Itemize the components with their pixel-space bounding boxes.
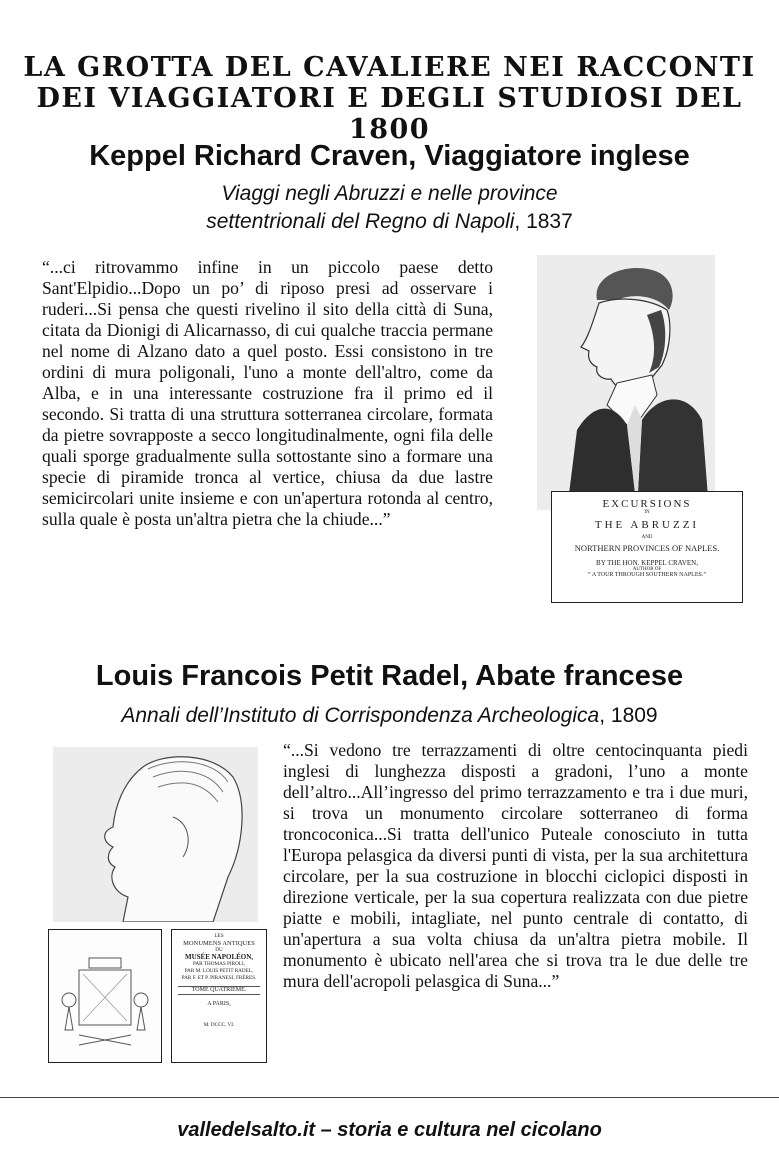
section2-author: Louis Francois Petit Radel, Abate francese [95, 660, 684, 692]
radel-book-line3: DU [215, 947, 223, 953]
section1-work-line2: settentrionali del Regno di Napoli [206, 210, 515, 233]
craven-portrait [537, 255, 715, 510]
petit-radel-portrait-drawing [53, 747, 258, 922]
petit-radel-portrait [53, 747, 258, 922]
section2-work-title [0, 702, 779, 730]
section1-author: Keppel Richard Craven, Viaggiatore inglese [89, 140, 690, 172]
radel-book-line6: PAR M. LOUIS PETIT RADEL, [184, 968, 254, 974]
craven-book-author-of: AUTHOR OF [632, 567, 662, 572]
craven-book-subject: THE ABRUZZI [594, 519, 700, 531]
section1-work-line1: Viaggi negli Abruzzi e nelle province [221, 182, 558, 205]
section2-year: , 1809 [599, 704, 658, 727]
engraving-illustration [49, 930, 161, 1062]
craven-book-other-work: “ A TOUR THROUGH SOUTHERN NAPLES.” [587, 572, 706, 578]
radel-book-line5: PAR THOMAS PIROLI, [192, 961, 246, 967]
radel-book-line4: MUSÉE NAPOLÉON, [184, 953, 254, 961]
footer-text: valledelsalto.it – storia e cultura nel cicolano [177, 1119, 602, 1141]
craven-book-title-page [551, 491, 743, 603]
section1-work-title [0, 180, 779, 236]
craven-book-subtitle: NORTHERN PROVINCES OF NAPLES. [574, 543, 720, 553]
craven-book-in: IN [644, 510, 650, 515]
petit-radel-book-left [48, 929, 162, 1063]
page-title-line1: LA GROTTA DEL CAVALIERE NEI RACCONTI [23, 52, 756, 83]
footer-divider [0, 1097, 779, 1098]
radel-book-city: A PARIS, [207, 1001, 231, 1007]
craven-portrait-drawing [537, 255, 715, 510]
radel-book-line1: LES [214, 933, 224, 939]
page-title [0, 52, 779, 145]
radel-book-line2: MONUMENS ANTIQUES [183, 940, 255, 947]
craven-book-and: AND [641, 535, 653, 540]
section1-quote: “...ci ritrovammo infine in un piccolo paese detto Sant'Elpidio...Dopo un po’ di riposo presi ad osservare i ruderi...Si pensa che questi rivelino il sito della città di Suna, citata da Dionigi di Alicarnasso, di cui qualche traccia permane nel nome di Alzano dato a quel posto. Essi consistono in tre ordini di mura poligonali, l'uno a monte dell'altro, come da Alba, e in una interessante costruzione fra il primo ed il secondo. Si tratta di una struttura sotterranea circolare, formata da pietre sovrapposte a secco longitudinalmente, ogni fila delle quali sporge gradualmente sulla sottostante sino a formare una specie di piramide tronca al vertice, chiusa da due lastre semicircolari unite insieme e con un'apertura rotonda al centro, sulla quale è posta un'altra pietra che la chiude...” [42, 257, 493, 529]
radel-book-imprint: M. DCCC. VI. [203, 1022, 235, 1028]
page-title-line2: DEI VIAGGIATORI E DEGLI STUDIOSI DEL 1800 [36, 83, 743, 145]
petit-radel-book-title-page [171, 929, 267, 1063]
craven-book-byline: BY THE HON. KEPPEL CRAVEN, [596, 559, 698, 567]
section2-work-name: Annali dell’Instituto di Corrispondenza Archeologica [121, 704, 600, 727]
section1-year: , 1837 [514, 210, 573, 233]
section2-quote: “...Si vedono tre terrazzamenti di oltre centocinquanta piedi inglesi di lunghezza disposti a gradoni, l’uno a monte dell’altro...All’ingresso del primo terrazzamento e tra i due muri, si trova un monumento circolare sotterraneo di forma troncoconica...Si tratta dell'unico Puteale conosciuto in tutta l'Europa pelasgica da diversi punti di vista, per la sua architettura circolare, per la sua costruzione in blocchi ciclopici disposti in direzione verticale, per la sua copertura realizzata con due pietre piatte e mobili, intagliate, nel punto centrale di contatto, di un'apertura a sua volta chiusa da un'altra pietra mobile. Il monumento è ubicato nell'area che si trova tra le due delle tre mura dell'acropoli pelasgica di Suna...” [283, 740, 748, 991]
radel-book-line7: PAR F. ET P. PIRANESI, FRÈRES. [181, 975, 257, 981]
craven-book-title: EXCURSIONS [602, 498, 692, 510]
radel-book-volume: TOME QUATRIEME. [178, 986, 260, 995]
